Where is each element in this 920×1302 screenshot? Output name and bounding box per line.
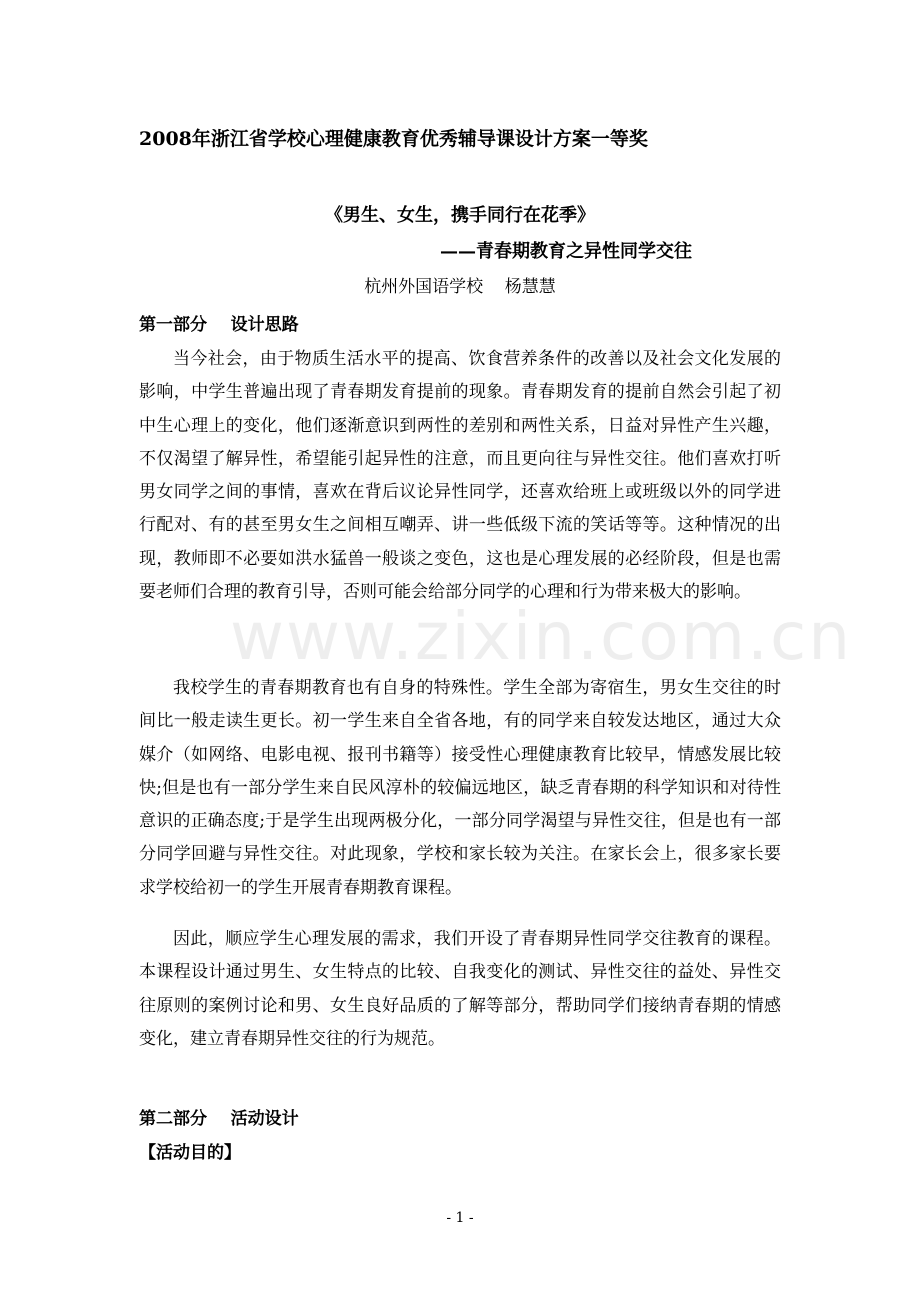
author-line: 杭州外国语学校 杨慧慧 [364, 277, 556, 297]
lesson-subtitle: ——青春期教育之异性同学交往 [440, 241, 692, 262]
section-heading-activity-design: 第二部分 活动设计 [139, 1109, 299, 1129]
watermark: www.zixin.com.cn [230, 598, 853, 675]
section-heading-design-idea: 第一部分 设计思路 [139, 315, 299, 335]
page-number: - 1 - [446, 1210, 474, 1226]
subheading-activity-purpose: 【活动目的】 [139, 1143, 241, 1163]
paragraph: 我校学生的青春期教育也有自身的特殊性。学生全部为寄宿生，男女生交往的时间比一般走读生更长。初一学生来自全省各地，有的同学来自较发达地区，通过大众媒介（如网络、电影电视、报刊书籍等）接受性心理健康教育比较早，情感发展比较快;但是也有一部分学生来自民风淳朴的较偏远地区，缺乏青春期的科学知识和对待性意识的正确态度;于是学生出现两极分化，一部分同学渴望与异性交往，但是也有一部分同学回避与异性交往。对此现象，学校和家长较为关注。在家长会上，很多家长要求学校给初一的学生开展青春期教育课程。 [139, 678, 781, 898]
paragraph: 因此，顺应学生心理发展的需求，我们开设了青春期异性同学交往教育的课程。本课程设计通过男生、女生特点的比较、自我变化的测试、异性交往的益处、异性交往原则的案例讨论和男、女生良好品质的了解等部分，帮助同学们接纳青春期的情感变化，建立青春期异性交往的行为规范。 [139, 929, 781, 1049]
document-title: 2008年浙江省学校心理健康教育优秀辅导课设计方案一等奖 [139, 128, 648, 150]
paragraph: 当今社会，由于物质生活水平的提高、饮食营养条件的改善以及社会文化发展的影响，中学生普遍出现了青春期发育提前的现象。青春期发育的提前自然会引起了初中生心理上的变化，他们逐渐意识到两性的差别和两性关系，日益对异性产生兴趣，不仅渴望了解异性，希望能引起异性的注意，而且更向往与异性交往。他们喜欢打听男女同学之间的事情，喜欢在背后议论异性同学，还喜欢给班上或班级以外的同学进行配对、有的甚至男女生之间相互嘲弄、讲一些低级下流的笑话等等。这种情况的出现，教师即不必要如洪水猛兽一般谈之变色，这也是心理发展的必经阶段，但是也需要老师们合理的教育引导，否则可能会给部分同学的心理和行为带来极大的影响。 [139, 349, 781, 603]
lesson-title: 《男生、女生，携手同行在花季》 [325, 205, 595, 226]
